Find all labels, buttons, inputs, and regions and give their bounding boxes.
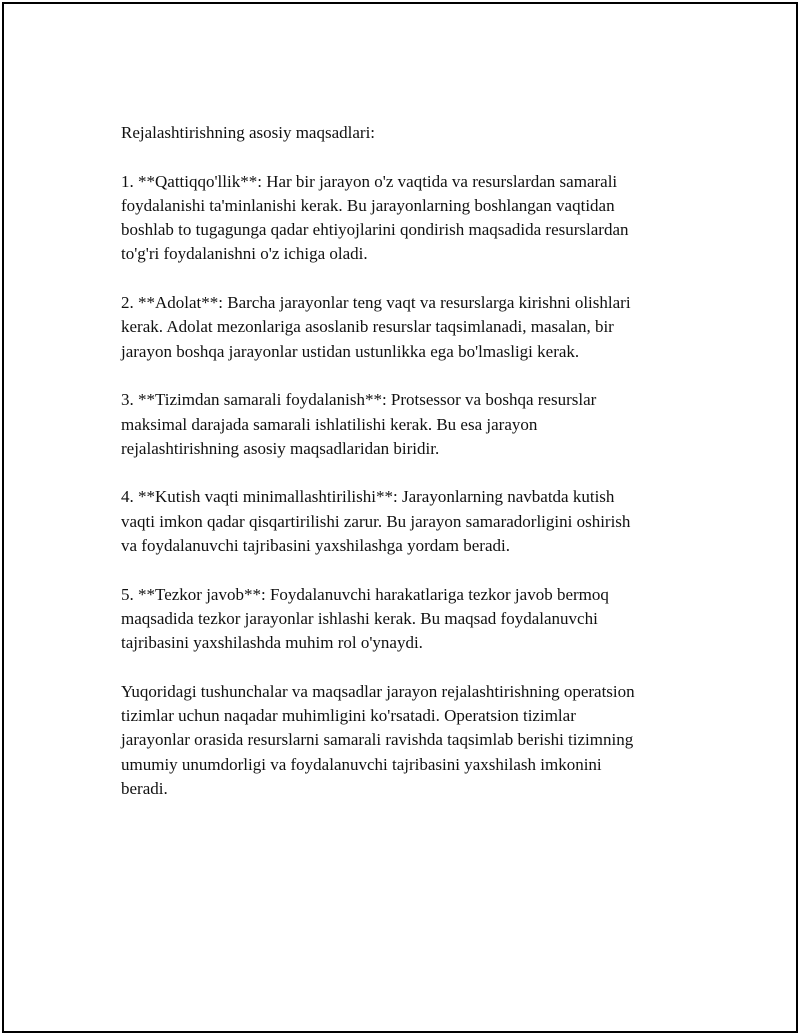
list-item-4: 4. **Kutish vaqti minimallashtirilishi**: Jarayonlarning navbatda kutish vaqti imkon qadar qisqartirilishi zarur. Bu jarayon samaradorligini oshirish va foydalanuvchi tajribasini yaxshilashga yordam beradi. (121, 487, 631, 556)
list-item-1: 1. **Qattiqqo'llik**: Har bir jarayon o'z vaqtida va resurslardan samarali foydalanishi ta'minlanishi kerak. Bu jarayonlarning boshlangan vaqtidan boshlab to tugagunga qadar ehtiyojlarini qondirish maqsadida resurslardan to'g'ri foydalanishni o'z ichiga oladi. (121, 171, 629, 264)
list-item-5: 5. **Tezkor javob**: Foydalanuvchi harakatlariga tezkor javob bermoq maqsadida tezkor jarayonlar ishlashi kerak. Bu maqsad foydalanuvchi tajribasini yaxshilashda muhim rol o'ynaydi. (121, 584, 609, 653)
conclusion-paragraph: Yuqoridagi tushunchalar va maqsadlar jarayon rejalashtirishning operatsion tizimlar uchun naqadar muhimligini ko'rsatadi. Operatsion tizimlar jarayonlar orasida resurslarni samarali ravishda taqsimlab berishi tizimning umumiy unumdorligi va foydalanuvchi tajribasini yaxshilash imkonini beradi. (121, 681, 635, 799)
list-item-3: 3. **Tizimdan samarali foydalanish**: Protsessor va boshqa resurslar maksimal darajada samarali ishlatilishi kerak. Bu esa jarayon rejalashtirishning asosiy maqsadlaridan biridir. (121, 390, 597, 458)
document-body (121, 121, 691, 801)
list-item-2: 2. **Adolat**: Barcha jarayonlar teng vaqt va resurslarga kirishni olishlari kerak. Adolat mezonlariga asoslanib resurslar taqsimlanadi, masalan, bir jarayon boshqa jarayonlar ustidan ustunlikka ega bo'lmasligi kerak. (121, 293, 631, 361)
document-heading: Rejalashtirishning asosiy maqsadlari: (121, 123, 376, 142)
document-page (2, 2, 798, 1033)
